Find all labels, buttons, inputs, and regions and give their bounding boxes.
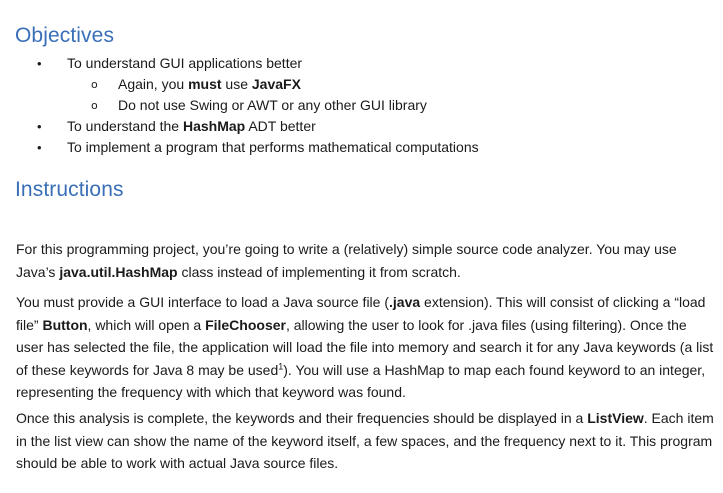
instructions-heading: Instructions	[15, 178, 124, 201]
objectives-list	[0, 53, 723, 158]
text-run: To understand the	[67, 118, 183, 134]
objective-item	[0, 53, 723, 74]
bold-term: java.util.HashMap	[59, 263, 178, 280]
text-run: class instead of implementing it from scratch.	[177, 263, 461, 280]
bullet-icon: •	[37, 140, 42, 155]
circle-bullet-icon: o	[91, 99, 98, 112]
text-run: Do not use Swing or AWT or any other GUI library	[118, 97, 427, 113]
bold-term: ListView	[587, 410, 644, 426]
text-run: You must provide a GUI interface to load a Java source file (	[16, 294, 390, 310]
objective-subitem	[0, 74, 723, 95]
text-run: ADT better	[245, 118, 316, 134]
bullet-icon: •	[37, 119, 42, 134]
text-run: To implement a program that performs mathematical computations	[67, 139, 479, 155]
text-run: Again, you	[118, 76, 189, 92]
text-run: Once this analysis is complete, the keywords and their frequencies should be displayed in a	[16, 410, 588, 426]
objective-text	[67, 137, 479, 158]
bold-term: .java	[389, 294, 421, 310]
text-run: , allowing the user to look for .java files (using filtering). Once the user has selected the file, the application will load the file into memory and search it for any Java keywords (a list of these keywords for Java 8 may be used	[16, 316, 714, 378]
bullet-icon: •	[37, 56, 42, 71]
text-run: use	[221, 76, 252, 92]
text-run: To understand GUI applications better	[67, 55, 303, 71]
objective-text	[67, 116, 316, 137]
text-run: For this programming project, you’re going to write a (relatively) simple source code analyzer. You may use Java’s	[16, 241, 677, 280]
text-run: , which will open a	[87, 316, 206, 333]
objective-item	[0, 116, 723, 137]
text-run: ). You will use a HashMap to map each found keyword to an integer, representing the frequency with which that keyword was found.	[16, 361, 706, 400]
objective-subitem	[0, 95, 723, 116]
objective-text	[67, 53, 302, 74]
objective-item	[0, 137, 723, 158]
bold-term: HashMap	[182, 118, 246, 134]
circle-bullet-icon: o	[91, 78, 98, 91]
bold-term: JavaFX	[251, 76, 301, 92]
text-run: . Each item in the list view can show the name of the keyword itself, a few spaces, and the frequency next to it. This program should be able to work with actual Java source files.	[16, 410, 714, 471]
instructions-paragraph	[16, 407, 716, 475]
bold-term: Button	[42, 316, 88, 333]
instructions-paragraph	[16, 291, 716, 404]
objective-text	[118, 74, 301, 95]
objectives-heading: Objectives	[15, 24, 115, 47]
objective-text	[118, 95, 427, 116]
text-run: extension). This will consist of clicking a “load file”	[16, 294, 706, 333]
bold-term: FileChooser	[205, 316, 286, 333]
footnote-marker: 1	[278, 360, 284, 371]
bold-term: must	[188, 76, 222, 92]
instructions-paragraph	[16, 238, 716, 283]
